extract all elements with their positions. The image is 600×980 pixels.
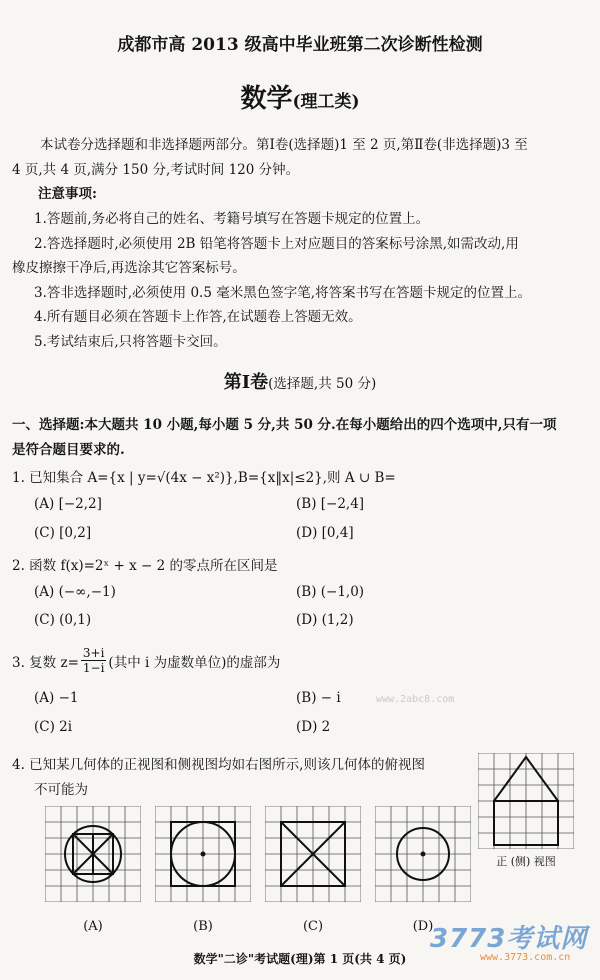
part-one-line-1: 一、选择题:本大题共 10 小题,每小题 5 分,共 50 分.在每小题给出的四个选项中,只有一项 <box>12 417 557 433</box>
site-logo: 3773考试网 <box>430 924 588 954</box>
question-2-option-b: (B) (−1,0) <box>296 584 365 600</box>
question-3-option-b: (B) − i <box>296 690 341 706</box>
front-side-view-figure <box>478 753 574 849</box>
option-d-label: (D) <box>412 919 434 934</box>
fraction-denominator: 1−i <box>82 661 105 675</box>
fraction <box>81 646 107 675</box>
question-4-stem-line-2: 不可能为 <box>34 782 88 798</box>
option-d-figure <box>375 806 471 902</box>
note-item: 2.答选择题时,必须使用 2B 铅笔将答题卡上对应题目的答案标号涂黑,如需改动,用 <box>34 236 519 252</box>
question-2-option-c: (C) (0,1) <box>34 612 92 628</box>
question-3-prefix: 3. 复数 z= <box>12 654 79 671</box>
question-2-option-a: (A) (−∞,−1) <box>34 584 116 600</box>
option-a-figure <box>45 806 141 902</box>
section-note: (选择题,共 50 分) <box>268 376 377 392</box>
note-item: 4.所有题目必须在答题卡上作答,在试题卷上答题无效。 <box>34 309 362 325</box>
notes-heading: 注意事项: <box>38 186 97 202</box>
note-item: 橡皮擦擦干净后,再选涂其它答案标号。 <box>12 260 246 276</box>
intro-line-2: 4 页,共 4 页,满分 150 分,考试时间 120 分钟。 <box>12 162 300 178</box>
note-item: 1.答题前,务必将自己的姓名、考籍号填写在答题卡规定的位置上。 <box>34 211 430 227</box>
question-2-option-d: (D) (1,2) <box>296 612 354 628</box>
question-3-option-c: (C) 2i <box>34 719 73 735</box>
question-1-option-d: (D) [0,4] <box>296 525 354 541</box>
note-item: 5.考试结束后,只将答题卡交回。 <box>34 334 227 350</box>
question-1-option-c: (C) [0,2] <box>34 525 92 541</box>
subject-note: (理工类) <box>292 92 360 112</box>
section-heading <box>0 368 600 394</box>
part-one-line-2: 是符合题目要求的. <box>12 442 125 458</box>
question-1-option-a: (A) [−2,2] <box>34 496 102 512</box>
option-a-label: (A) <box>83 919 103 934</box>
figure-caption: 正 (侧) 视图 <box>496 855 556 868</box>
note-item: 3.答非选择题时,必须使用 0.5 毫米黑色签字笔,将答案书写在答题卡规定的位置上。 <box>34 285 532 301</box>
question-3-option-d: (D) 2 <box>296 719 331 735</box>
question-3-stem <box>12 646 280 675</box>
question-2-stem: 2. 函数 f(x)=2ˣ + x − 2 的零点所在区间是 <box>12 558 278 574</box>
question-1-stem: 1. 已知集合 A={x | y=√(4x − x²)},B={x‖x|≤2},则 A ∪ B= <box>12 470 396 486</box>
option-b-label: (B) <box>193 919 213 934</box>
option-b-figure <box>155 806 251 902</box>
watermark: www.2abc8.com <box>376 694 455 705</box>
section-title: 第Ⅰ卷 <box>223 372 269 393</box>
option-c-figure <box>265 806 361 902</box>
site-logo-url: www.3773.com.cn <box>480 952 571 963</box>
subject-heading <box>0 78 600 115</box>
question-4-stem-line-1: 4. 已知某几何体的正视图和侧视图均如右图所示,则该几何体的俯视图 <box>12 757 425 773</box>
question-3-option-a: (A) −1 <box>34 690 79 706</box>
subject-name: 数学 <box>240 84 293 114</box>
question-3-suffix: (其中 i 为虚数单位)的虚部为 <box>108 654 281 671</box>
option-c-label: (C) <box>302 919 324 934</box>
question-1-option-b: (B) [−2,4] <box>296 496 365 512</box>
exam-title: 成都市高 2013 级高中毕业班第二次诊断性检测 <box>117 35 483 55</box>
fraction-numerator: 3+i <box>82 646 105 660</box>
intro-line-1: 本试卷分选择题和非选择题两部分。第Ⅰ卷(选择题)1 至 2 页,第Ⅱ卷(非选择题)3 至 <box>40 137 528 153</box>
page-footer: 数学"二诊"考试题(理)第 1 页(共 4 页) <box>193 952 407 966</box>
